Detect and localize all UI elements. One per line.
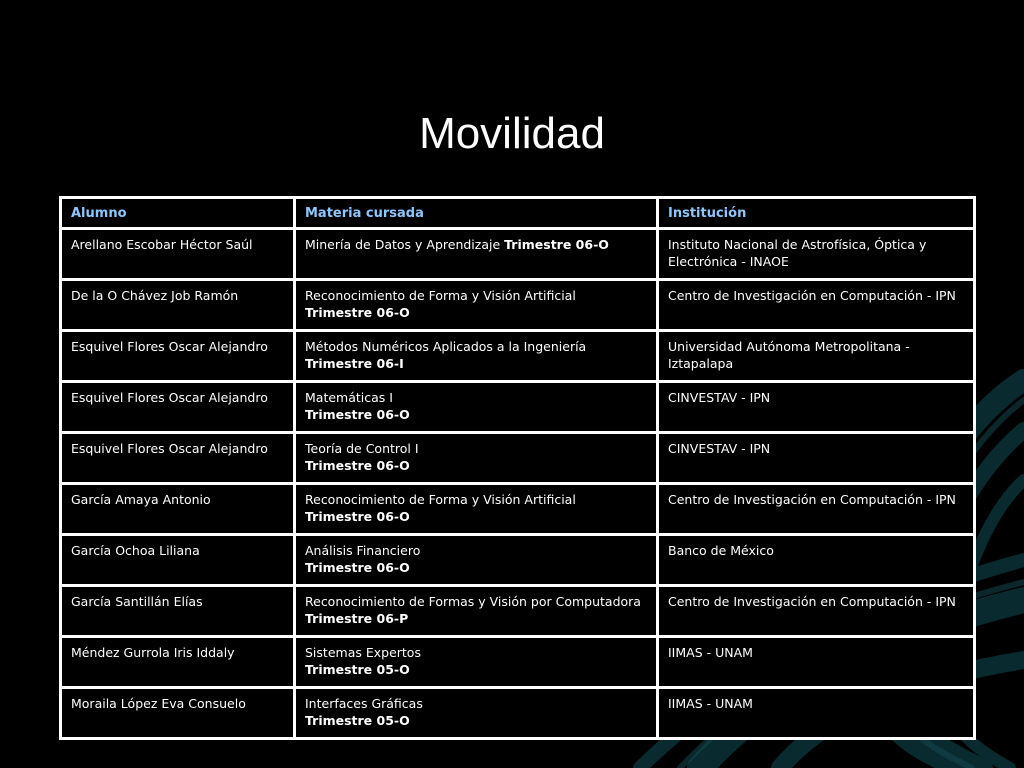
cell-institucion: Centro de Investigación en Computación - IPN (658, 586, 975, 637)
cell-alumno: Esquivel Flores Oscar Alejandro (61, 433, 295, 484)
materia-name: Teoría de Control I (305, 441, 419, 456)
table-row (61, 280, 975, 331)
cell-alumno: Esquivel Flores Oscar Alejandro (61, 382, 295, 433)
materia-name: Minería de Datos y Aprendizaje (305, 237, 501, 252)
header-institucion: Institución (658, 198, 975, 229)
table-header-row (61, 198, 975, 229)
materia-name: Métodos Numéricos Aplicados a la Ingeniería (305, 339, 587, 354)
trimestre-label: Trimestre 06-O (504, 237, 609, 252)
materia-name: Reconocimiento de Formas y Visión por Computadora (305, 594, 641, 609)
cell-materia (295, 484, 658, 535)
trimestre-label: Trimestre 06-I (305, 356, 404, 371)
table-row (61, 331, 975, 382)
trimestre-label: Trimestre 06-O (305, 305, 410, 320)
materia-name: Reconocimiento de Forma y Visión Artificial (305, 288, 576, 303)
cell-institucion: Instituto Nacional de Astrofísica, Óptica y Electrónica - INAOE (658, 229, 975, 280)
table-row (61, 229, 975, 280)
cell-materia (295, 433, 658, 484)
table-row (61, 637, 975, 688)
cell-institucion: Universidad Autónoma Metropolitana - Iztapalapa (658, 331, 975, 382)
cell-institucion: CINVESTAV - IPN (658, 433, 975, 484)
cell-institucion: Centro de Investigación en Computación - IPN (658, 484, 975, 535)
cell-materia (295, 688, 658, 739)
cell-institucion: Centro de Investigación en Computación - IPN (658, 280, 975, 331)
trimestre-label: Trimestre 06-O (305, 560, 410, 575)
table-row (61, 688, 975, 739)
slide-title: Movilidad (419, 109, 605, 158)
trimestre-label: Trimestre 06-O (305, 509, 410, 524)
cell-institucion: Banco de México (658, 535, 975, 586)
materia-name: Interfaces Gráficas (305, 696, 423, 711)
table-row (61, 484, 975, 535)
cell-materia (295, 382, 658, 433)
cell-alumno: De la O Chávez Job Ramón (61, 280, 295, 331)
cell-materia (295, 331, 658, 382)
cell-alumno: García Santillán Elías (61, 586, 295, 637)
header-materia-cursada: Materia cursada (295, 198, 658, 229)
cell-alumno: Moraila López Eva Consuelo (61, 688, 295, 739)
cell-materia (295, 280, 658, 331)
trimestre-label: Trimestre 05-O (305, 713, 410, 728)
cell-alumno: Esquivel Flores Oscar Alejandro (61, 331, 295, 382)
trimestre-label: Trimestre 06-O (305, 407, 410, 422)
table-body (61, 229, 975, 739)
table-row (61, 433, 975, 484)
cell-institucion: IIMAS - UNAM (658, 688, 975, 739)
cell-alumno: Arellano Escobar Héctor Saúl (61, 229, 295, 280)
materia-name: Reconocimiento de Forma y Visión Artificial (305, 492, 576, 507)
table-row (61, 535, 975, 586)
header-alumno: Alumno (61, 198, 295, 229)
cell-alumno: García Ochoa Liliana (61, 535, 295, 586)
table-row (61, 382, 975, 433)
materia-name: Sistemas Expertos (305, 645, 421, 660)
cell-materia (295, 586, 658, 637)
cell-alumno: García Amaya Antonio (61, 484, 295, 535)
materia-name: Análisis Financiero (305, 543, 421, 558)
cell-institucion: IIMAS - UNAM (658, 637, 975, 688)
cell-materia (295, 229, 658, 280)
cell-materia (295, 637, 658, 688)
cell-institucion: CINVESTAV - IPN (658, 382, 975, 433)
table-row (61, 586, 975, 637)
cell-materia (295, 535, 658, 586)
cell-alumno: Méndez Gurrola Iris Iddaly (61, 637, 295, 688)
trimestre-label: Trimestre 05-O (305, 662, 410, 677)
materia-name: Matemáticas I (305, 390, 393, 405)
trimestre-label: Trimestre 06-O (305, 458, 410, 473)
trimestre-label: Trimestre 06-P (305, 611, 409, 626)
mobility-table (59, 196, 976, 740)
